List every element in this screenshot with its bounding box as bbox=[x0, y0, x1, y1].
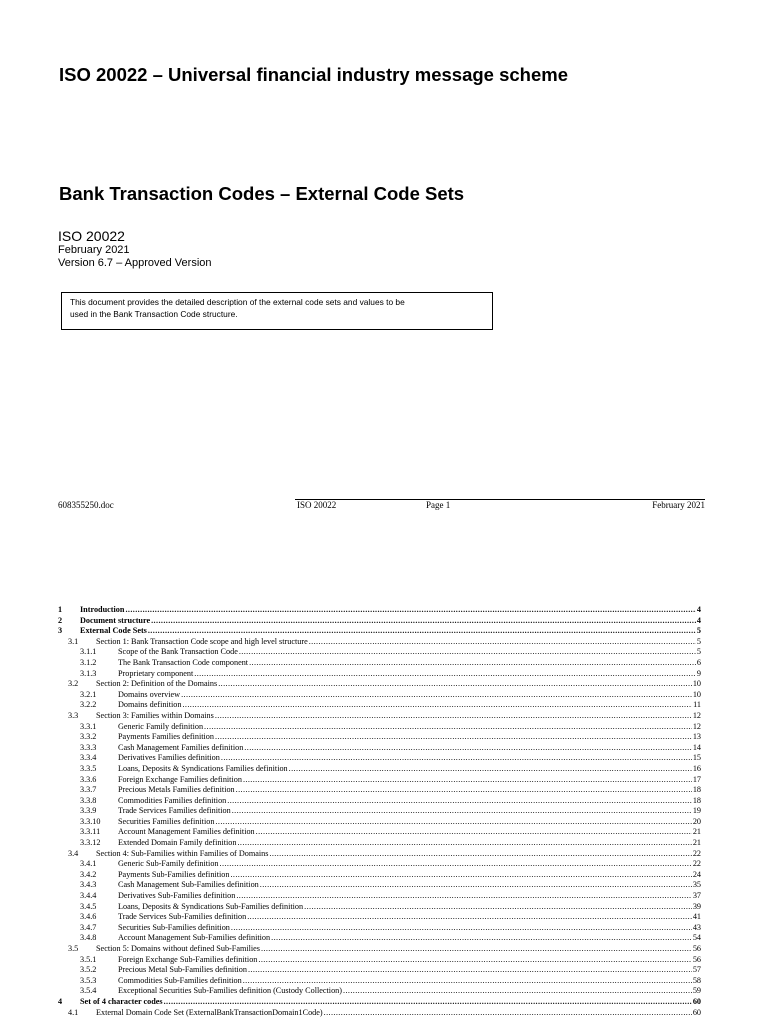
toc-entry-number: 3.5.2 bbox=[80, 965, 97, 975]
toc-entry-page: 19 bbox=[692, 806, 701, 816]
toc-entry-page: 4 bbox=[696, 605, 701, 614]
toc-entry-title: Section 3: Families within Domains bbox=[96, 710, 214, 720]
toc-entry[interactable] bbox=[58, 976, 701, 987]
toc-entry[interactable] bbox=[58, 859, 701, 870]
toc-entry[interactable] bbox=[58, 616, 701, 627]
toc-entry-page: 9 bbox=[696, 668, 701, 678]
toc-entry-title: Section 4: Sub-Families within Families of Domains bbox=[96, 848, 269, 858]
toc-entry[interactable] bbox=[58, 753, 701, 764]
toc-entry-page: 20 bbox=[692, 816, 701, 826]
toc-entry-title: Cash Management Families definition bbox=[118, 742, 244, 752]
toc-entry-page: 22 bbox=[692, 848, 701, 858]
toc-entry[interactable] bbox=[58, 658, 701, 669]
toc-entry-page: 6 bbox=[696, 657, 701, 667]
toc-entry[interactable] bbox=[58, 880, 701, 891]
toc-entry[interactable] bbox=[58, 690, 701, 701]
toc-entry[interactable] bbox=[58, 838, 701, 849]
toc-entry-title: Derivatives Sub-Families definition bbox=[118, 891, 236, 901]
toc-dot-leader bbox=[221, 753, 692, 764]
toc-entry-number: 3.3.12 bbox=[80, 838, 101, 848]
toc-dot-leader bbox=[164, 997, 692, 1008]
toc-entry-number: 3.3.3 bbox=[80, 742, 97, 752]
toc-entry-title: Cash Management Sub-Families definition bbox=[118, 880, 259, 890]
toc-entry-page: 43 bbox=[692, 922, 701, 932]
toc-entry-number: 4.1 bbox=[68, 1007, 79, 1017]
toc-entry-title: Payments Sub-Families definition bbox=[118, 869, 230, 879]
toc-entry-number: 3.4.4 bbox=[80, 891, 97, 901]
footer-date: February 2021 bbox=[652, 500, 705, 510]
toc-entry-page: 4 bbox=[696, 615, 701, 625]
toc-dot-leader bbox=[261, 944, 692, 955]
toc-entry-title: Precious Metals Families definition bbox=[118, 785, 235, 795]
toc-entry-page: 5 bbox=[696, 626, 701, 636]
toc-entry[interactable] bbox=[58, 669, 701, 680]
toc-dot-leader bbox=[231, 923, 692, 934]
toc-dot-leader bbox=[309, 637, 696, 648]
toc-entry-number: 3.2 bbox=[68, 679, 79, 689]
toc-dot-leader bbox=[215, 817, 691, 828]
toc-entry-page: 11 bbox=[693, 700, 701, 710]
toc-entry-title: Derivatives Families definition bbox=[118, 753, 220, 763]
toc-dot-leader bbox=[271, 933, 692, 944]
toc-entry-title: Account Management Families definition bbox=[118, 827, 255, 837]
toc-entry-title: Exceptional Securities Sub-Families definition (Custody Collection) bbox=[118, 986, 342, 996]
toc-dot-leader bbox=[260, 880, 692, 891]
toc-dot-leader bbox=[204, 722, 692, 733]
toc-entry-number: 3.4.5 bbox=[80, 901, 97, 911]
toc-entry-page: 60 bbox=[692, 996, 701, 1006]
toc-entry-title: Scope of the Bank Transaction Code bbox=[118, 647, 238, 657]
toc-dot-leader bbox=[249, 658, 696, 669]
toc-entry-page: 16 bbox=[692, 763, 701, 773]
toc-dot-leader bbox=[215, 711, 692, 722]
toc-entry[interactable] bbox=[58, 626, 701, 637]
toc-entry[interactable] bbox=[58, 785, 701, 796]
toc-entry[interactable] bbox=[58, 796, 701, 807]
toc-entry-page: 37 bbox=[692, 891, 701, 901]
toc-entry-title: Loans, Deposits & Syndications Sub-Families definition bbox=[118, 901, 304, 911]
toc-entry-page: 10 bbox=[692, 689, 701, 699]
toc-entry-title: Domains overview bbox=[118, 689, 181, 699]
toc-entry[interactable] bbox=[58, 849, 701, 860]
toc-entry-number: 3.3.7 bbox=[80, 785, 97, 795]
toc-entry-title: Generic Sub-Family definition bbox=[118, 859, 219, 869]
toc-entry-page: 54 bbox=[692, 933, 701, 943]
toc-entry-title: Securities Sub-Families definition bbox=[118, 922, 230, 932]
toc-entry-number: 3.1.2 bbox=[80, 657, 97, 667]
version-label: Version 6.7 – Approved Version bbox=[58, 257, 212, 269]
toc-dot-leader bbox=[237, 838, 691, 849]
toc-dot-leader bbox=[148, 626, 696, 637]
toc-entry-page: 12 bbox=[692, 721, 701, 731]
toc-dot-leader bbox=[247, 912, 692, 923]
toc-entry-number: 3.4.2 bbox=[80, 869, 97, 879]
toc-entry-title: Payments Families definition bbox=[118, 732, 214, 742]
footer-page-number: Page 1 bbox=[426, 500, 451, 510]
standard-name: ISO 20022 bbox=[58, 228, 125, 244]
toc-dot-leader bbox=[151, 616, 696, 627]
toc-dot-leader bbox=[343, 986, 692, 997]
toc-entry-title: Document structure bbox=[80, 615, 151, 625]
toc-entry-title: Commodities Families definition bbox=[118, 795, 227, 805]
table-of-contents bbox=[58, 605, 701, 1018]
toc-entry-title: Extended Domain Family definition bbox=[118, 838, 237, 848]
toc-entry[interactable] bbox=[58, 870, 701, 881]
toc-entry[interactable] bbox=[58, 986, 701, 997]
toc-entry-title: External Domain Code Set (ExternalBankTransactionDomain1Code) bbox=[96, 1007, 323, 1017]
toc-dot-leader bbox=[269, 849, 691, 860]
toc-dot-leader bbox=[256, 827, 692, 838]
toc-entry-page: 35 bbox=[692, 880, 701, 890]
toc-dot-leader bbox=[324, 1008, 692, 1019]
toc-entry-page: 18 bbox=[692, 795, 701, 805]
toc-entry[interactable] bbox=[58, 637, 701, 648]
toc-entry-page: 58 bbox=[692, 975, 701, 985]
toc-entry-title: Foreign Exchange Families definition bbox=[118, 774, 242, 784]
toc-dot-leader bbox=[236, 785, 692, 796]
toc-entry-number: 3.3.1 bbox=[80, 721, 97, 731]
toc-entry-page: 14 bbox=[692, 742, 701, 752]
toc-entry[interactable] bbox=[58, 891, 701, 902]
toc-entry-number: 3.3.8 bbox=[80, 795, 97, 805]
toc-entry-page: 56 bbox=[692, 944, 701, 953]
toc-entry[interactable] bbox=[58, 806, 701, 817]
toc-entry-title: Domains definition bbox=[118, 700, 182, 710]
toc-dot-leader bbox=[258, 955, 691, 966]
toc-entry-number: 3.4.8 bbox=[80, 933, 97, 943]
toc-entry-number: 3.3.4 bbox=[80, 753, 97, 763]
toc-entry[interactable] bbox=[58, 997, 701, 1008]
toc-entry-page: 13 bbox=[692, 732, 701, 742]
toc-entry-title: Trade Services Sub-Families definition bbox=[118, 912, 247, 922]
toc-entry-number: 3.4.1 bbox=[80, 859, 97, 869]
toc-entry-number: 3.1 bbox=[68, 636, 79, 646]
toc-entry-number: 3.3.10 bbox=[80, 816, 101, 826]
toc-entry-number: 3.5.4 bbox=[80, 986, 97, 996]
toc-entry-title: Proprietary component bbox=[118, 668, 194, 678]
toc-entry-number: 3.3.11 bbox=[80, 827, 101, 837]
toc-entry-number: 3 bbox=[58, 626, 63, 636]
toc-entry-number: 3.3.9 bbox=[80, 806, 97, 816]
toc-entry-page: 5 bbox=[696, 647, 701, 657]
toc-entry-page: 22 bbox=[692, 859, 701, 869]
toc-entry-title: Securities Families definition bbox=[118, 816, 215, 826]
toc-entry-page: 59 bbox=[692, 986, 701, 996]
toc-entry-number: 3.4 bbox=[68, 848, 79, 858]
toc-entry[interactable] bbox=[58, 912, 701, 923]
toc-entry[interactable] bbox=[58, 775, 701, 786]
toc-entry-number: 3.3 bbox=[68, 710, 79, 720]
toc-entry-number: 3.5.1 bbox=[80, 954, 97, 964]
toc-entry-title: Commodities Sub-Families definition bbox=[118, 975, 242, 985]
toc-entry[interactable] bbox=[58, 955, 701, 966]
toc-dot-leader bbox=[243, 976, 692, 987]
toc-entry-page: 57 bbox=[692, 965, 701, 975]
toc-entry[interactable] bbox=[58, 827, 701, 838]
toc-entry-title: Foreign Exchange Sub-Families definition bbox=[118, 954, 258, 964]
toc-entry-page: 15 bbox=[692, 753, 701, 763]
toc-entry-title: Section 5: Domains without defined Sub-Families bbox=[96, 944, 260, 953]
document-subtitle: Bank Transaction Codes – External Code Sets bbox=[59, 183, 465, 204]
toc-dot-leader bbox=[243, 775, 692, 786]
toc-dot-leader bbox=[248, 965, 692, 976]
toc-entry-number: 1 bbox=[58, 605, 63, 614]
toc-entry-number: 3.2.2 bbox=[80, 700, 97, 710]
toc-entry[interactable] bbox=[58, 722, 701, 733]
toc-entry-page: 12 bbox=[692, 710, 701, 720]
toc-dot-leader bbox=[289, 764, 692, 775]
toc-entry-number: 3.4.7 bbox=[80, 922, 97, 932]
toc-entry-title: Trade Services Families definition bbox=[118, 806, 231, 816]
toc-entry-title: Set of 4 character codes bbox=[80, 996, 163, 1006]
toc-entry-title: The Bank Transaction Code component bbox=[118, 657, 249, 667]
toc-dot-leader bbox=[236, 891, 691, 902]
toc-entry[interactable] bbox=[58, 817, 701, 828]
toc-entry-number: 3.3.5 bbox=[80, 763, 97, 773]
toc-dot-leader bbox=[227, 796, 692, 807]
toc-dot-leader bbox=[230, 870, 691, 881]
abstract-line: used in the Bank Transaction Code structure. bbox=[70, 309, 238, 319]
toc-entry-number: 3.3.2 bbox=[80, 732, 97, 742]
toc-entry-page: 39 bbox=[692, 901, 701, 911]
toc-entry-number: 3.4.6 bbox=[80, 912, 97, 922]
toc-dot-leader bbox=[181, 690, 692, 701]
toc-entry-page: 5 bbox=[696, 636, 701, 646]
footer-divider bbox=[295, 499, 705, 500]
toc-entry-title: Section 2: Definition of the Domains bbox=[96, 679, 218, 689]
abstract-box bbox=[61, 292, 493, 330]
toc-entry[interactable] bbox=[58, 743, 701, 754]
toc-entry-page: 10 bbox=[692, 679, 701, 689]
toc-entry-title: Generic Family definition bbox=[118, 721, 204, 731]
toc-entry[interactable] bbox=[58, 700, 701, 711]
toc-entry-number: 3.1.3 bbox=[80, 668, 97, 678]
toc-entry[interactable] bbox=[58, 764, 701, 775]
toc-entry-page: 18 bbox=[692, 785, 701, 795]
toc-entry[interactable] bbox=[58, 605, 701, 616]
toc-entry-number: 3.5 bbox=[68, 944, 79, 953]
toc-entry[interactable] bbox=[58, 732, 701, 743]
toc-entry[interactable] bbox=[58, 965, 701, 976]
toc-entry-page: 21 bbox=[692, 827, 701, 837]
toc-entry-page: 41 bbox=[692, 912, 701, 922]
toc-entry-page: 24 bbox=[692, 869, 701, 879]
toc-dot-leader bbox=[218, 679, 692, 690]
toc-entry[interactable] bbox=[58, 679, 701, 690]
toc-dot-leader bbox=[125, 605, 695, 616]
toc-dot-leader bbox=[220, 859, 692, 870]
footer-standard: ISO 20022 bbox=[297, 500, 337, 510]
toc-entry-page: 17 bbox=[692, 774, 701, 784]
toc-entry[interactable] bbox=[58, 647, 701, 658]
toc-entry[interactable] bbox=[58, 923, 701, 934]
toc-dot-leader bbox=[239, 647, 696, 658]
toc-entry[interactable] bbox=[58, 944, 701, 955]
toc-entry-number: 3.2.1 bbox=[80, 689, 97, 699]
toc-entry-number: 3.5.3 bbox=[80, 975, 97, 985]
toc-entry-page: 21 bbox=[692, 838, 701, 848]
toc-dot-leader bbox=[194, 669, 696, 680]
toc-dot-leader bbox=[304, 902, 692, 913]
toc-entry[interactable] bbox=[58, 711, 701, 722]
toc-entry[interactable] bbox=[58, 1008, 701, 1019]
toc-dot-leader bbox=[182, 700, 692, 711]
toc-dot-leader bbox=[232, 806, 692, 817]
toc-entry-page: 60 bbox=[692, 1007, 701, 1017]
toc-entry-title: Account Management Sub-Families definition bbox=[118, 933, 271, 943]
abstract-line: This document provides the detailed description of the external code sets and values to be bbox=[70, 297, 405, 307]
document-title: ISO 20022 – Universal financial industry message scheme bbox=[59, 64, 569, 85]
toc-entry-title: External Code Sets bbox=[80, 626, 147, 636]
toc-entry-number: 3.3.6 bbox=[80, 774, 97, 784]
toc-entry-number: 3.4.3 bbox=[80, 880, 97, 890]
toc-entry-page: 56 bbox=[692, 954, 701, 964]
toc-entry-title: Loans, Deposits & Syndications Families definition bbox=[118, 763, 288, 773]
toc-entry-number: 3.1.1 bbox=[80, 647, 97, 657]
toc-entry[interactable] bbox=[58, 902, 701, 913]
toc-entry-number: 2 bbox=[58, 615, 63, 625]
footer-filename: 608355250.doc bbox=[58, 500, 114, 510]
toc-entry-title: Section 1: Bank Transaction Code scope and high level structure bbox=[96, 636, 308, 646]
toc-entry-title: Precious Metal Sub-Families definition bbox=[118, 965, 247, 975]
toc-dot-leader bbox=[244, 743, 692, 754]
toc-entry-number: 4 bbox=[58, 996, 63, 1006]
toc-entry[interactable] bbox=[58, 933, 701, 944]
toc-dot-leader bbox=[215, 732, 692, 743]
publication-date: February 2021 bbox=[58, 244, 130, 256]
toc-entry-title: Introduction bbox=[80, 605, 125, 614]
